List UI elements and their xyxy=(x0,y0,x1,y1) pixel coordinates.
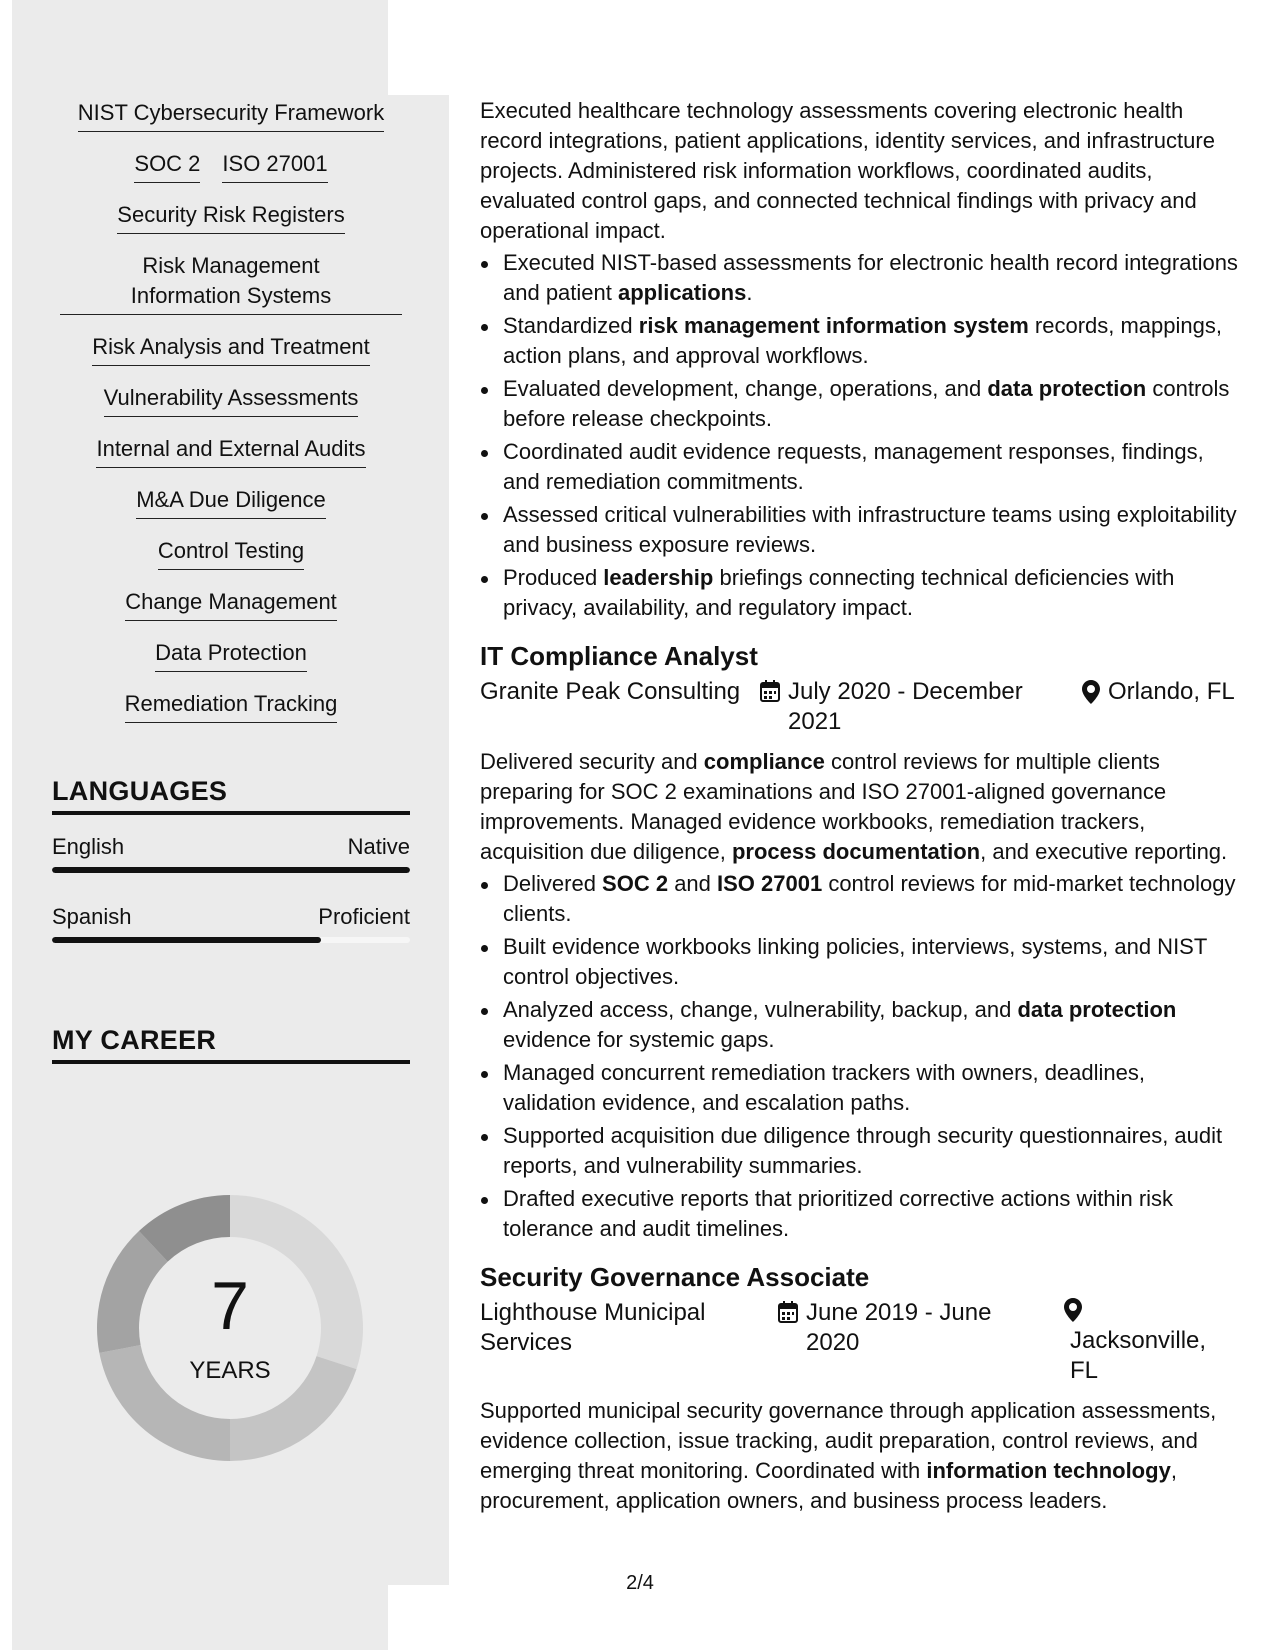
map-pin-icon xyxy=(1082,680,1100,712)
text-bold: compliance xyxy=(703,749,825,774)
sidebar xyxy=(52,98,410,1064)
languages-heading: LANGUAGES xyxy=(52,776,410,815)
bullet-item xyxy=(480,995,1240,1055)
skills-list xyxy=(52,98,410,740)
text-bold: data protection xyxy=(987,376,1147,401)
career-heading: MY CAREER xyxy=(52,1025,410,1064)
job-dates-text: July 2020 - December 2021 xyxy=(788,678,1023,735)
text-run: , procurement, application owners, and business process leaders. xyxy=(480,1458,1177,1513)
job-company: Granite Peak Consulting xyxy=(480,678,741,705)
text-run: Evaluated development, change, operations, and xyxy=(503,376,988,401)
text-run: Assessed critical vulnerabilities with infrastructure teams using exploitability and business exposure reviews. xyxy=(503,502,1237,557)
bullet-item xyxy=(480,1184,1240,1244)
job-dates-text: June 2019 - June 2020 xyxy=(806,1299,992,1356)
text-bold: data protection xyxy=(1017,997,1177,1022)
text-run: evidence for systemic gaps. xyxy=(503,1027,775,1052)
job-company: Lighthouse Municipal Services xyxy=(480,1299,706,1356)
text-run: records, mappings, action plans, and approval workflows. xyxy=(503,313,1222,368)
text-bold: risk management information system xyxy=(638,313,1029,338)
job-title: Security Governance Associate xyxy=(480,1262,870,1292)
language-level: Native xyxy=(347,834,410,859)
text-run: Drafted executive reports that prioritized corrective actions within risk tolerance and audit timelines. xyxy=(503,1186,1174,1241)
career-section xyxy=(52,1025,410,1064)
job-dates xyxy=(778,1298,1064,1386)
bullet-item xyxy=(480,374,1240,434)
skill-tag: ISO 27001 xyxy=(222,149,327,183)
language-bar xyxy=(52,937,410,943)
skill-tag: Risk Analysis and Treatment xyxy=(92,332,370,366)
experience-section xyxy=(480,96,1240,1516)
text-run: Produced xyxy=(503,565,604,590)
calendar-icon xyxy=(760,680,780,710)
job-location xyxy=(1070,677,1235,737)
skill-tag: Change Management xyxy=(125,587,337,621)
bullet-item xyxy=(480,500,1240,560)
language-level: Proficient xyxy=(318,904,410,929)
text-bold: process documentation xyxy=(731,839,981,864)
job-summary xyxy=(480,747,1240,867)
bullet-item xyxy=(480,1121,1240,1181)
text-run: briefings connecting technical deficiencies with privacy, availability, and regulatory impact. xyxy=(503,565,1175,620)
bullet-item xyxy=(480,869,1240,929)
job-location xyxy=(1064,1298,1224,1386)
text-run: Managed concurrent remediation trackers with owners, deadlines, validation evidence, and escalation paths. xyxy=(503,1060,1145,1115)
skill-tag: M&A Due Diligence xyxy=(136,485,326,519)
job-summary xyxy=(480,1396,1240,1516)
job-meta xyxy=(480,677,1240,737)
language-bar xyxy=(52,867,410,873)
text-run: Executed NIST-based assessments for electronic health record integrations and patient xyxy=(503,250,1238,305)
bullet-item xyxy=(480,563,1240,623)
text-run: Standardized xyxy=(503,313,639,338)
skill-tag: NIST Cybersecurity Framework xyxy=(78,98,384,132)
job-dates xyxy=(760,677,1070,737)
text-run: . xyxy=(746,280,753,305)
map-pin-icon xyxy=(1064,1298,1224,1326)
bullet-item xyxy=(480,311,1240,371)
text-run: , and executive reporting. xyxy=(980,839,1228,864)
bullet-item xyxy=(480,1058,1240,1118)
text-bold: ISO 27001 xyxy=(717,871,823,896)
text-bold: leadership xyxy=(603,565,714,590)
career-years-value: 7 xyxy=(211,1268,249,1344)
page-number: 2/4 xyxy=(626,1572,654,1594)
text-bold: applications xyxy=(617,280,747,305)
language-name: Spanish xyxy=(52,904,132,929)
text-run: Built evidence workbooks linking policies, interviews, systems, and NIST control objectives. xyxy=(503,934,1207,989)
text-run: Supported acquisition due diligence through security questionnaires, audit reports, and vulnerability summaries. xyxy=(503,1123,1223,1178)
job-summary: Executed healthcare technology assessments covering electronic health record integrations, patient applications, identity services, and infrastructure projects. Administered risk information workflows, coordinated audits, evaluated control gaps, and connected technical findings with privacy and operational impact. xyxy=(480,98,1215,243)
languages-section xyxy=(52,776,410,943)
text-bold: SOC 2 xyxy=(602,871,669,896)
text-run: controls before release checkpoints. xyxy=(503,376,1230,431)
career-donut-chart xyxy=(94,1192,366,1464)
text-run: Delivered xyxy=(503,871,603,896)
job-title: IT Compliance Analyst xyxy=(480,641,758,671)
bullet-item xyxy=(480,932,1240,992)
bullet-item xyxy=(480,437,1240,497)
job-location-text: Orlando, FL xyxy=(1108,678,1235,705)
skill-tag: Vulnerability Assessments xyxy=(104,383,359,417)
job-location-text: Jacksonville, FL xyxy=(1070,1327,1207,1384)
skill-tag: Risk Management Information Systems xyxy=(60,251,402,315)
job-bullets xyxy=(480,248,1240,623)
text-bold: information technology xyxy=(926,1458,1171,1483)
language-item xyxy=(52,903,410,943)
text-run: Delivered security and xyxy=(480,749,704,774)
skill-tag: SOC 2 xyxy=(134,149,200,183)
text-run: Analyzed access, change, vulnerability, backup, and xyxy=(503,997,1018,1022)
text-run: control reviews for mid-market technology clients. xyxy=(503,871,1236,926)
job-bullets xyxy=(480,869,1240,1244)
skill-tag: Internal and External Audits xyxy=(96,434,365,468)
skill-tag: Security Risk Registers xyxy=(117,200,344,234)
career-years-label: YEARS xyxy=(189,1357,271,1384)
text-run: control reviews for multiple clients preparing for SOC 2 examinations and ISO 27001-aligned governance improvements. Managed evidence workbooks, remediation trackers, acquisition due diligence, xyxy=(480,749,1167,864)
text-run: Supported municipal security governance through application assessments, evidence collection, issue tracking, audit preparation, control reviews, and emerging threat monitoring. Coordinated with xyxy=(480,1398,1217,1483)
job-meta xyxy=(480,1298,1240,1386)
text-run: and xyxy=(668,871,718,896)
language-item xyxy=(52,833,410,873)
text-run: Coordinated audit evidence requests, management responses, findings, and remediation commitments. xyxy=(503,439,1204,494)
skill-tag: Remediation Tracking xyxy=(125,689,338,723)
language-bar-fill xyxy=(52,937,321,943)
calendar-icon xyxy=(778,1301,798,1331)
bullet-item xyxy=(480,248,1240,308)
skill-tag: Data Protection xyxy=(155,638,307,672)
language-bar-fill xyxy=(52,867,410,873)
language-name: English xyxy=(52,834,125,859)
skill-tag: Control Testing xyxy=(158,536,304,570)
